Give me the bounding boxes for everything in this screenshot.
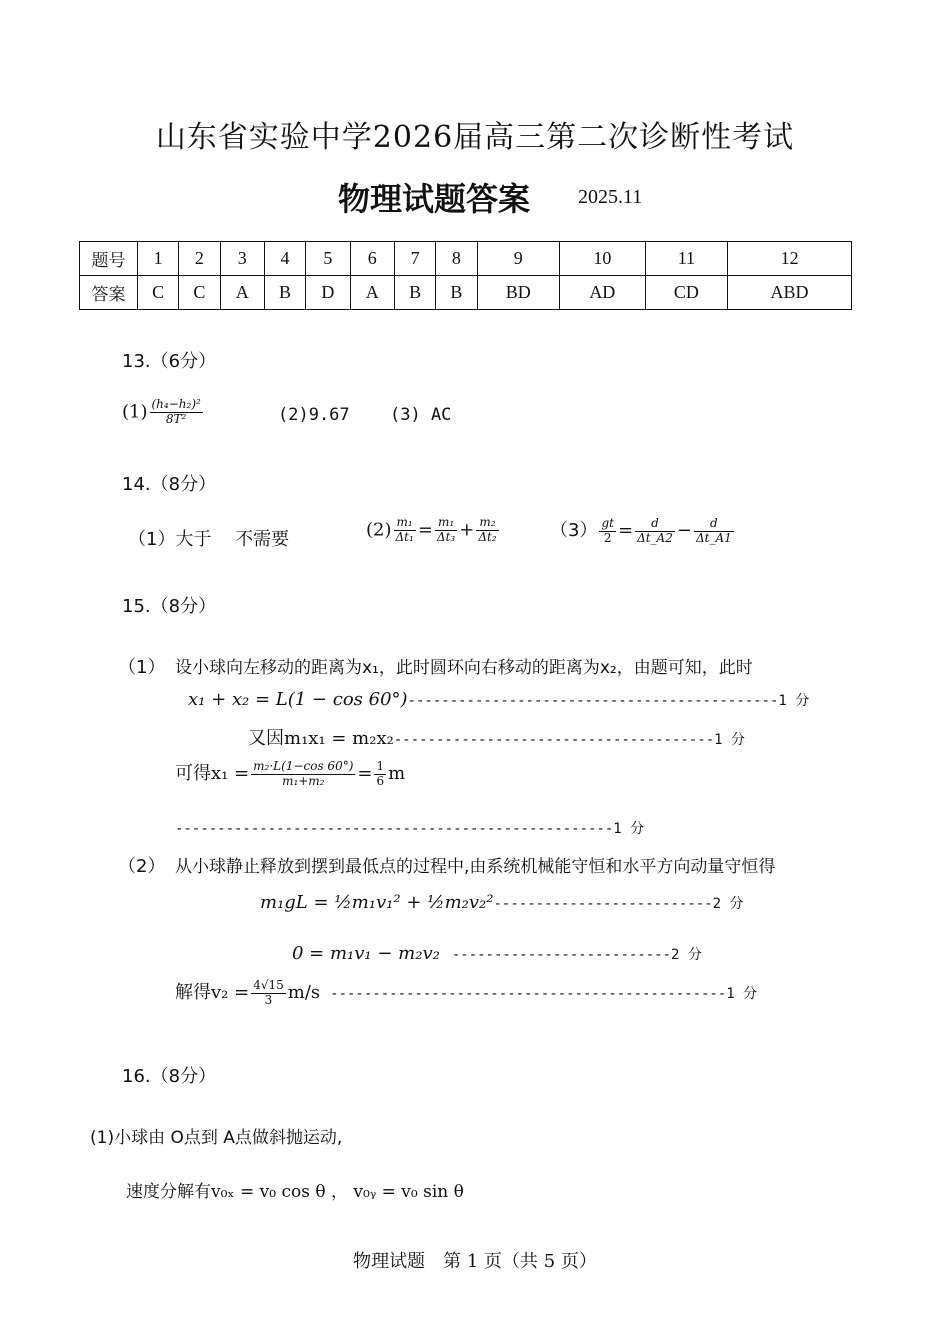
answer-cell: B	[394, 276, 435, 310]
q15-eq4: m₁gL = ½m₁v₁² + ½m₂v₂²--------------------------2 分	[260, 892, 744, 913]
exam-title: 山东省实验中学2026届高三第二次诊断性考试	[155, 120, 795, 155]
q16-heading: 16.（8分）	[122, 1066, 217, 1087]
q14-part1: （1）大于 不需要	[128, 529, 290, 550]
answer-cell: AD	[560, 276, 646, 310]
q13-fraction: $\frac{\text{(h₄−h₂)²}}{\text{8T²}}$	[151, 397, 201, 426]
q15-eq6: 解得v₂ = $\frac{4√15}{3}$ m/s -----------------------------------------------1 分	[175, 977, 758, 1007]
q14-part2: (2) $\frac{\text{m₁}}{\text{Δt₁}}$ = $\frac{\text{m₁}}{\text{Δt₃}}$ + $\frac{\text{m₂}}{\text{Δt₂}}$	[366, 515, 497, 544]
answer-cell: A	[220, 276, 264, 310]
question-number-cell: 11	[645, 242, 728, 276]
answer-cell: C	[179, 276, 220, 310]
answer-cell: BD	[477, 276, 560, 310]
q15-part2-label: （2）	[118, 856, 166, 877]
question-number-cell: 7	[394, 242, 435, 276]
question-number-cell: 2	[179, 242, 220, 276]
question-number-cell: 6	[350, 242, 394, 276]
answer-table	[79, 241, 852, 310]
answer-cell: D	[306, 276, 350, 310]
question-number-cell: 1	[138, 242, 179, 276]
q15-eq3-score: ----------------------------------------------------1 分	[175, 821, 645, 837]
q14-part3: （3） $\frac{gt}{2}$ = $\frac{d}{\Delta t\_A2}$ − $\frac{d}{\Delta t\_A1}$	[550, 515, 732, 545]
question-number-cell: 8	[436, 242, 477, 276]
answer-cell: A	[350, 276, 394, 310]
answer-cell: B	[264, 276, 305, 310]
row-label-number: 题号	[80, 242, 138, 276]
q15-part1-text: 设小球向左移动的距离为x₁，此时圆环向右移动的距离为x₂，由题可知，此时	[175, 658, 753, 678]
question-number-cell: 3	[220, 242, 264, 276]
question-number-cell: 4	[264, 242, 305, 276]
exam-date: 2025.11	[578, 186, 643, 208]
q13-heading: 13.（6分）	[122, 351, 217, 372]
answer-cell: ABD	[728, 276, 852, 310]
q13-part1: (1) $\frac{\text{(h₄−h₂)²}}{\text{8T²}}$	[122, 397, 201, 426]
q14-heading: 14.（8分）	[122, 474, 217, 495]
q15-part1-label: （1）	[118, 657, 166, 678]
question-number-row	[80, 242, 852, 276]
q15-heading: 15.（8分）	[122, 596, 217, 617]
q15-eq5: 0 = m₁v₁ − m₂v₂ --------------------------2 分	[292, 943, 702, 964]
answer-cell: CD	[645, 276, 728, 310]
row-label-answer: 答案	[80, 276, 138, 310]
question-number-cell: 12	[728, 242, 852, 276]
page-footer: 物理试题 第 1 页（共 5 页）	[353, 1251, 597, 1272]
q13-part3: (3) AC	[390, 405, 452, 425]
answer-cell: C	[138, 276, 179, 310]
q15-eq1: x₁ + x₂ = L(1 − cos 60°)--------------------------------------------1 分	[188, 689, 810, 710]
q16-part2: 速度分解有v₀ₓ = v₀ cos θ ， v₀ᵧ = v₀ sin θ	[126, 1182, 464, 1202]
question-number-cell: 10	[560, 242, 646, 276]
q15-eq3: 可得x₁ = $\frac{\text{m₂·L(1−cos 60°)}}{\text{m₁+m₂}}$ = $\frac{1}{6}$ m	[175, 758, 406, 788]
answer-cell: B	[436, 276, 477, 310]
q13-part2: (2)9.67	[278, 405, 350, 425]
q15-eq2: 又因m₁x₁ = m₂x₂--------------------------------------1 分	[248, 728, 745, 749]
question-number-cell: 5	[306, 242, 350, 276]
answer-row	[80, 276, 852, 310]
q15-part2-text: 从小球静止释放到摆到最低点的过程中,由系统机械能守恒和水平方向动量守恒得	[175, 857, 776, 877]
answer-subtitle: 物理试题答案	[338, 180, 531, 218]
q16-part1: (1)小球由 O点到 A点做斜抛运动,	[90, 1128, 343, 1148]
question-number-cell: 9	[477, 242, 560, 276]
